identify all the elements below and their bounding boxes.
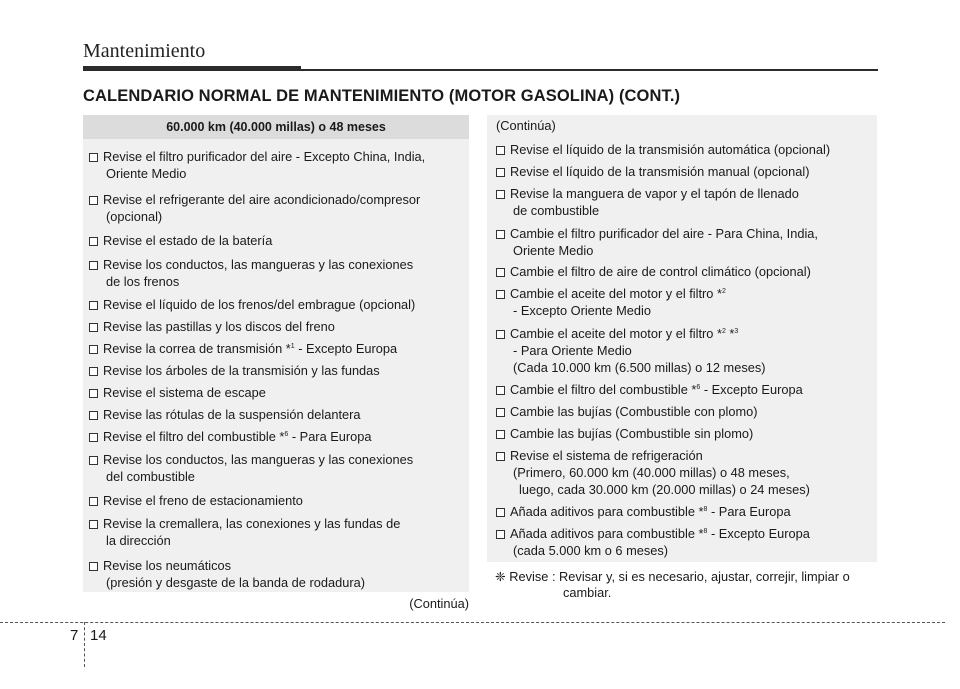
checkbox-icon <box>496 530 505 539</box>
list-item: Revise el líquido de la transmisión manual (opcional) <box>496 163 809 180</box>
list-item: Revise el filtro purificador del aire - Excepto China, India, Oriente Medio <box>89 148 425 182</box>
checkbox-icon <box>89 411 98 420</box>
list-item: Revise el líquido de la transmisión automática (opcional) <box>496 141 830 158</box>
footnote: ❈ Revise : Revisar y, si es necesario, ajustar, correjir, limpiar o cambiar. <box>495 569 850 600</box>
list-item: Cambie el aceite del motor y el filtro *$^2$ - Excepto Oriente Medio <box>496 285 726 319</box>
list-item: Revise los conductos, las mangueras y las conexiones de los frenos <box>89 256 413 290</box>
list-item: Revise el líquido de los frenos/del embrague (opcional) <box>89 296 415 313</box>
list-item: Revise los árboles de la transmisión y las fundas <box>89 362 380 379</box>
footer-vertical-rule <box>84 622 85 667</box>
checkbox-icon <box>89 389 98 398</box>
checkbox-icon <box>496 168 505 177</box>
checkbox-icon <box>496 508 505 517</box>
list-item: Añada aditivos para combustible *$^8$ - Excepto Europa (cada 5.000 km o 6 meses) <box>496 525 810 559</box>
list-item: Revise los conductos, las mangueras y las conexiones del combustible <box>89 451 413 485</box>
checkbox-icon <box>496 452 505 461</box>
checkbox-icon <box>496 386 505 395</box>
checkbox-icon <box>89 433 98 442</box>
list-item: Revise el filtro del combustible *$^6$ - Para Europa <box>89 428 372 445</box>
continued-label: (Continúa) <box>496 118 556 133</box>
header-bar <box>83 66 301 71</box>
list-item: Revise las rótulas de la suspensión delantera <box>89 406 361 423</box>
checkbox-icon <box>89 153 98 162</box>
list-item: Revise el sistema de escape <box>89 384 266 401</box>
header-title: Mantenimiento <box>83 40 206 62</box>
list-item: Añada aditivos para combustible *$^8$ - Para Europa <box>496 503 791 520</box>
right-column <box>487 115 877 562</box>
list-item: Revise las pastillas y los discos del freno <box>89 318 335 335</box>
checkbox-icon <box>496 268 505 277</box>
list-item: Cambie el filtro purificador del aire - Para China, India, Oriente Medio <box>496 225 818 259</box>
list-item: Revise el refrigerante del aire acondicionado/compresor (opcional) <box>89 191 420 225</box>
continues-label: (Continúa) <box>409 596 469 611</box>
checkbox-icon <box>496 430 505 439</box>
list-item: Revise la manguera de vapor y el tapón de llenado de combustible <box>496 185 799 219</box>
checkbox-icon <box>89 367 98 376</box>
checkbox-icon <box>496 190 505 199</box>
checkbox-icon <box>496 330 505 339</box>
left-column-heading: 60.000 km (40.000 millas) o 48 meses <box>83 115 469 139</box>
checkbox-icon <box>89 497 98 506</box>
chapter-number: 7 <box>70 627 79 644</box>
checkbox-icon <box>89 261 98 270</box>
list-item: Revise los neumáticos (presión y desgaste de la banda de rodadura) <box>89 557 365 591</box>
checkbox-icon <box>89 301 98 310</box>
list-item: Revise el sistema de refrigeración (Primero, 60.000 km (40.000 millas) o 48 meses, luego, cada 30.000 km (20.000 millas) o 24 meses) <box>496 447 810 498</box>
checkbox-icon <box>89 323 98 332</box>
left-column <box>83 115 469 592</box>
list-item: Cambie el aceite del motor y el filtro *$^2$ *$^3$ - Para Oriente Medio (Cada 10.000 km (6.500 millas) o 12 meses) <box>496 325 766 376</box>
footer-rule <box>0 622 945 623</box>
checkbox-icon <box>89 237 98 246</box>
checkbox-icon <box>496 408 505 417</box>
list-item: Cambie el filtro de aire de control climático (opcional) <box>496 263 811 280</box>
list-item: Cambie el filtro del combustible *$^6$ - Excepto Europa <box>496 381 803 398</box>
list-item: Revise la correa de transmisión *$^1$ - Excepto Europa <box>89 340 397 357</box>
section-heading: CALENDARIO NORMAL DE MANTENIMIENTO (MOTOR GASOLINA) (CONT.) <box>83 87 681 105</box>
checkbox-icon <box>89 196 98 205</box>
list-item: Revise la cremallera, las conexiones y las fundas de la dirección <box>89 515 400 549</box>
checkbox-icon <box>496 146 505 155</box>
checkbox-icon <box>496 230 505 239</box>
header-rule <box>301 69 878 71</box>
list-item: Cambie las bujías (Combustible con plomo) <box>496 403 758 420</box>
list-item: Cambie las bujías (Combustible sin plomo) <box>496 425 753 442</box>
checkbox-icon <box>89 345 98 354</box>
list-item: Revise el freno de estacionamiento <box>89 492 303 509</box>
page-number: 14 <box>90 627 107 644</box>
checkbox-icon <box>89 520 98 529</box>
checkbox-icon <box>496 290 505 299</box>
list-item: Revise el estado de la batería <box>89 232 272 249</box>
checkbox-icon <box>89 456 98 465</box>
checkbox-icon <box>89 562 98 571</box>
